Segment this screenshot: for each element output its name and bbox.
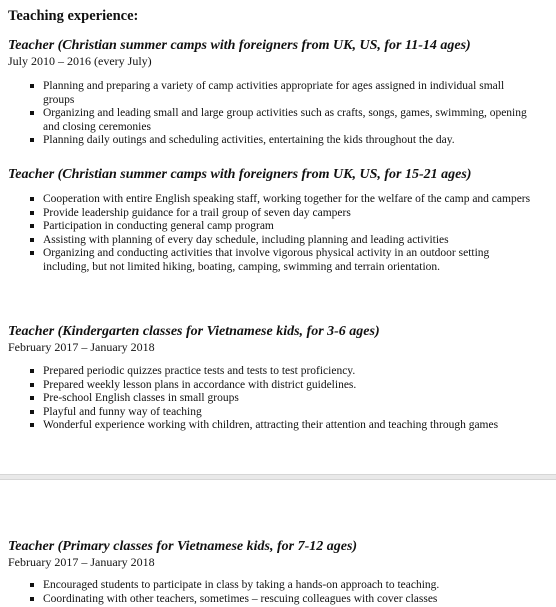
bullet-square-icon [30,383,34,387]
bullet-square-icon [30,224,34,228]
list-item: Encouraged students to participate in class by taking a hands-on approach to teaching. [8,579,538,593]
job-entry-kindergarten [8,323,548,433]
list-item: Organizing and conducting activities that involve vigorous physical activity in an outdoor setting including, but not limited hiking, boating, camping, swimming and terrain orientation. [8,247,538,274]
job-title: Teacher (Kindergarten classes for Vietnamese kids, for 3-6 ages) [8,324,380,339]
bullet-square-icon [30,197,34,201]
bullet-square-icon [30,138,34,142]
section-heading: Teaching experience: [8,8,139,24]
list-item: Wonderful experience working with children, attracting their attention and teaching through games [8,419,538,433]
document-page-2 [0,480,556,607]
job-entry-primary [8,538,548,606]
bullet-square-icon [30,84,34,88]
job-entry-camp-15-21 [8,166,548,274]
job-title: Teacher (Christian summer camps with foreigners from UK, US, for 11-14 ages) [8,38,471,53]
list-item: Prepared periodic quizzes practice tests and tests to test proficiency. [8,365,538,379]
job-bullet-list [8,365,548,433]
list-item: Organizing and leading small and large group activities such as crafts, songs, games, swimming, opening and closing ceremonies [8,107,538,134]
job-title: Teacher (Christian summer camps with foreigners from UK, US, for 15-21 ages) [8,167,472,182]
list-item: Participation in conducting general camp program [8,220,538,234]
bullet-square-icon [30,369,34,373]
list-item: Playful and funny way of teaching [8,406,538,420]
job-title: Teacher (Primary classes for Vietnamese kids, for 7-12 ages) [8,539,358,554]
job-bullet-list [8,80,548,148]
bullet-square-icon [30,423,34,427]
list-item: Prepared weekly lesson plans in accordance with district guidelines. [8,379,538,393]
bullet-square-icon [30,238,34,242]
list-item: Pre-school English classes in small groups [8,392,538,406]
bullet-square-icon [30,597,34,601]
bullet-square-icon [30,251,34,255]
list-item: Planning daily outings and scheduling activities, entertaining the kids throughout the day. [8,134,538,148]
bullet-square-icon [30,211,34,215]
list-item: Coordinating with other teachers, sometimes – rescuing colleagues with cover classes [8,593,538,607]
job-entry-camp-11-14 [8,37,548,148]
job-bullet-list [8,193,548,274]
list-item: Assisting with planning of every day schedule, including planning and leading activities [8,234,538,248]
bullet-square-icon [30,410,34,414]
job-date: July 2010 – 2016 (every July) [8,54,152,68]
bullet-square-icon [30,583,34,587]
job-date: February 2017 – January 2018 [8,555,155,569]
list-item: Provide leadership guidance for a trail group of seven day campers [8,207,538,221]
job-date: February 2017 – January 2018 [8,340,155,354]
bullet-square-icon [30,396,34,400]
list-item: Planning and preparing a variety of camp activities appropriate for ages assigned in individual small groups [8,80,538,107]
job-bullet-list [8,579,548,606]
list-item: Cooperation with entire English speaking staff, working together for the welfare of the camp and campers [8,193,538,207]
bullet-square-icon [30,111,34,115]
